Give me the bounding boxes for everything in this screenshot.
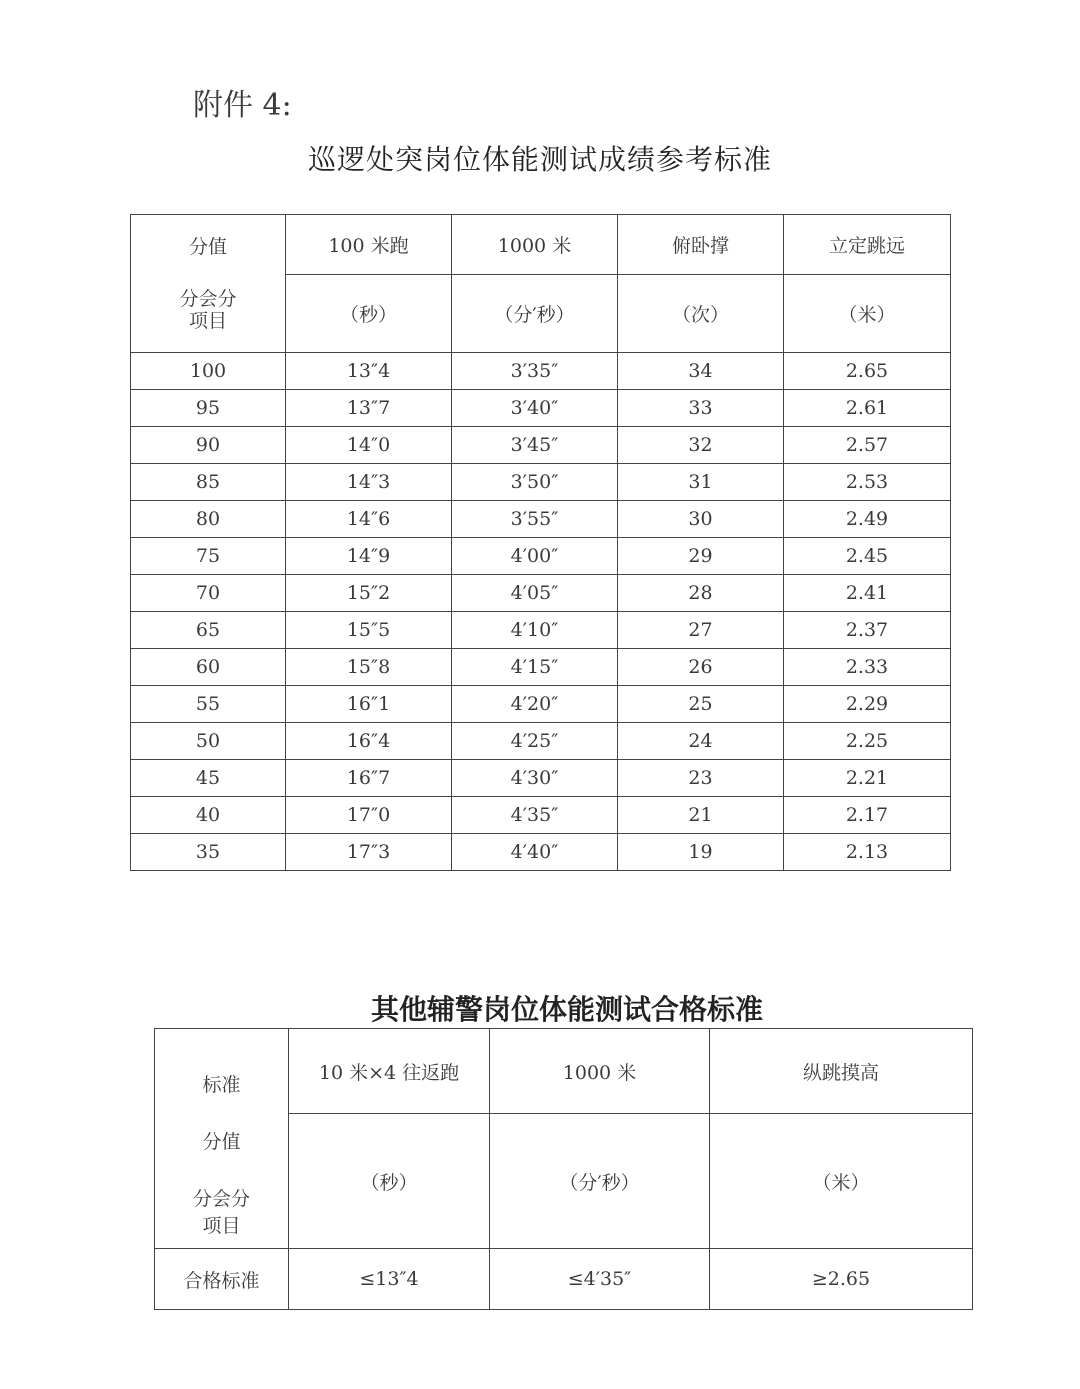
corner-label-item: 项目 [188,309,227,332]
run1000-cell: 3′45″ [452,427,618,464]
run1000-cell: 4′25″ [452,723,618,760]
score-cell: 60 [131,649,286,686]
longjump-cell: 2.45 [784,538,951,575]
score-cell: 90 [131,427,286,464]
table-row [131,501,951,538]
col-unit-longjump: （米） [784,275,951,353]
run100-cell: 17″0 [286,797,452,834]
longjump-cell: 2.49 [784,501,951,538]
pushup-cell: 34 [618,353,784,390]
run100-cell: 15″2 [286,575,452,612]
table-row [131,760,951,797]
shuttle-run-cell: ≤13″4 [289,1249,490,1310]
longjump-cell: 2.57 [784,427,951,464]
corner-label-standard: 标准 [202,1073,241,1096]
run100-cell: 15″5 [286,612,452,649]
pushup-cell: 30 [618,501,784,538]
run100-cell: 14″3 [286,464,452,501]
fitness-pass-table [154,1028,973,1310]
score-cell: 95 [131,390,286,427]
longjump-cell: 2.29 [784,686,951,723]
run100-cell: 14″6 [286,501,452,538]
table-row [131,723,951,760]
run1000-cell: 4′40″ [452,834,618,871]
pushup-cell: 25 [618,686,784,723]
run100-cell: 16″1 [286,686,452,723]
pushup-cell: 32 [618,427,784,464]
run1000-cell: 4′05″ [452,575,618,612]
run100-cell: 14″0 [286,427,452,464]
corner-label-item: 项目 [202,1214,241,1237]
table-row [131,464,951,501]
pushup-cell: 27 [618,612,784,649]
col-header-1000m: 1000 米 [452,215,618,275]
score-cell: 65 [131,612,286,649]
run1000-cell: 4′20″ [452,686,618,723]
run100-cell: 17″3 [286,834,452,871]
run1000-cell: 4′35″ [452,797,618,834]
longjump-cell: 2.17 [784,797,951,834]
pushup-cell: 26 [618,649,784,686]
score-cell: 80 [131,501,286,538]
col-unit-1000m: （分′秒） [452,275,618,353]
col-header-longjump: 立定跳远 [784,215,951,275]
pushup-cell: 33 [618,390,784,427]
score-cell: 35 [131,834,286,871]
run1000-cell: 3′50″ [452,464,618,501]
table-row [131,834,951,871]
table-row [155,1249,973,1310]
pushup-cell: 29 [618,538,784,575]
table-row [131,649,951,686]
table2-corner-cell [155,1029,289,1249]
run1000-cell: 4′00″ [452,538,618,575]
pushup-cell: 31 [618,464,784,501]
pushup-cell: 23 [618,760,784,797]
longjump-cell: 2.25 [784,723,951,760]
col-unit-100m: （秒） [286,275,452,353]
longjump-cell: 2.65 [784,353,951,390]
col-header-1000m: 1000 米 [490,1029,710,1114]
score-cell: 100 [131,353,286,390]
table-row [131,390,951,427]
table-row [131,538,951,575]
run1000-cell: 3′40″ [452,390,618,427]
corner-label-sub: 分会分 [192,1187,250,1210]
table-row [131,612,951,649]
col-unit-vertical-jump: （米） [710,1114,973,1249]
run1000-cell: 4′30″ [452,760,618,797]
table-row [131,575,951,612]
col-unit-pushup: （次） [618,275,784,353]
longjump-cell: 2.13 [784,834,951,871]
run100-cell: 13″7 [286,390,452,427]
pushup-cell: 28 [618,575,784,612]
corner-label-score: 分值 [188,235,227,258]
table-row [131,797,951,834]
longjump-cell: 2.33 [784,649,951,686]
corner-label-score: 分值 [202,1130,241,1153]
pushup-cell: 24 [618,723,784,760]
col-header-100m: 100 米跑 [286,215,452,275]
run1000-cell: 3′35″ [452,353,618,390]
table-row [131,686,951,723]
longjump-cell: 2.41 [784,575,951,612]
run100-cell: 15″8 [286,649,452,686]
pass-standard-label: 合格标准 [155,1249,289,1310]
run100-cell: 14″9 [286,538,452,575]
score-cell: 40 [131,797,286,834]
run1000-cell: 4′15″ [452,649,618,686]
score-cell: 85 [131,464,286,501]
col-header-shuttle-run: 10 米×4 往返跑 [289,1029,490,1114]
score-cell: 50 [131,723,286,760]
col-unit-1000m: （分′秒） [490,1114,710,1249]
col-header-vertical-jump: 纵跳摸高 [710,1029,973,1114]
corner-label-sub: 分会分 [179,287,237,310]
fitness-score-table [130,214,951,871]
vertical-jump-cell: ≥2.65 [710,1249,973,1310]
run100-cell: 16″7 [286,760,452,797]
col-unit-shuttle-run: （秒） [289,1114,490,1249]
table2-title: 其他辅警岗位体能测试合格标准 [370,993,763,1026]
table1-corner-cell [131,215,286,353]
longjump-cell: 2.21 [784,760,951,797]
run1000-cell: 3′55″ [452,501,618,538]
longjump-cell: 2.37 [784,612,951,649]
run100-cell: 13″4 [286,353,452,390]
run1000-cell: 4′10″ [452,612,618,649]
run1000-cell: ≤4′35″ [490,1249,710,1310]
table-row [131,427,951,464]
score-cell: 70 [131,575,286,612]
longjump-cell: 2.53 [784,464,951,501]
run100-cell: 16″4 [286,723,452,760]
col-header-pushup: 俯卧撑 [618,215,784,275]
pushup-cell: 19 [618,834,784,871]
pushup-cell: 21 [618,797,784,834]
score-cell: 55 [131,686,286,723]
table-row [131,353,951,390]
table1-title: 巡逻处突岗位体能测试成绩参考标准 [307,143,772,176]
longjump-cell: 2.61 [784,390,951,427]
score-cell: 45 [131,760,286,797]
annex-label: 附件 4: [193,88,292,123]
score-cell: 75 [131,538,286,575]
